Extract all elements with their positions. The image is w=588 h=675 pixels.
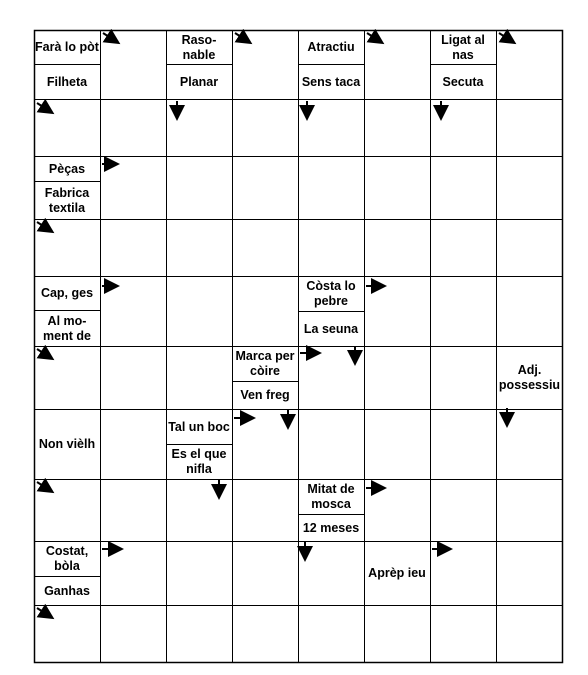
arrow-diagonal-icon <box>235 33 249 42</box>
clue-r5c7: Adj. possessiu <box>498 363 561 392</box>
arrow-diagonal-icon <box>103 33 117 42</box>
clue-r0c4-bottom: Sens taca <box>301 74 361 89</box>
arrow-diagonal-icon <box>37 482 51 491</box>
clue-r7c4-bottom: 12 meses <box>302 520 360 535</box>
arrow-diagonal-icon <box>37 349 51 358</box>
clue-r8c0-top: Costat, bòla <box>45 544 89 573</box>
clue-r8c0-bottom: Ganhas <box>44 583 90 598</box>
clue-r0c0-bottom: Filheta <box>46 74 88 89</box>
clue-r0c2-top: Raso-nable <box>181 32 217 62</box>
clue-r6c2-bottom: Es el que nifla <box>171 447 227 476</box>
clue-r7c4-top: Mitat de mosca <box>307 482 355 511</box>
arrow-diagonal-icon <box>367 33 381 42</box>
clue-r4c4-top: Còsta lo pebre <box>306 279 356 308</box>
clue-r5c3-top: Marca per còire <box>235 349 295 378</box>
clue-r0c0-top: Farà lo pòt <box>35 40 99 54</box>
arrow-diagonal-icon <box>37 608 51 617</box>
clue-r0c2-bottom: Planar <box>179 74 219 89</box>
arrow-diagonal-icon <box>37 103 51 112</box>
arrow-diagonal-icon <box>37 222 51 231</box>
clue-r2c0-top: Pèças <box>48 161 86 176</box>
arrow-diagonal-icon <box>499 33 513 42</box>
clue-r4c0-top: Cap, ges <box>40 286 94 300</box>
clue-r0c6-top: Ligat al nas <box>441 32 485 62</box>
clue-r0c4-top: Atractiu <box>307 40 355 54</box>
clue-r6c2-top: Tal un boc <box>168 419 230 434</box>
clue-r5c3-bottom: Ven freg <box>240 388 290 402</box>
clue-r8c5: Aprèp ieu <box>368 566 426 580</box>
clue-r4c0-bottom: Al mo-ment de <box>43 313 91 343</box>
clue-r6c0: Non vièlh <box>38 437 96 451</box>
clue-r0c6-bottom: Secuta <box>442 74 484 89</box>
clue-r2c0-bottom: Fabrica textila <box>44 185 90 215</box>
clue-r4c4-bottom: La seuna <box>303 321 359 336</box>
